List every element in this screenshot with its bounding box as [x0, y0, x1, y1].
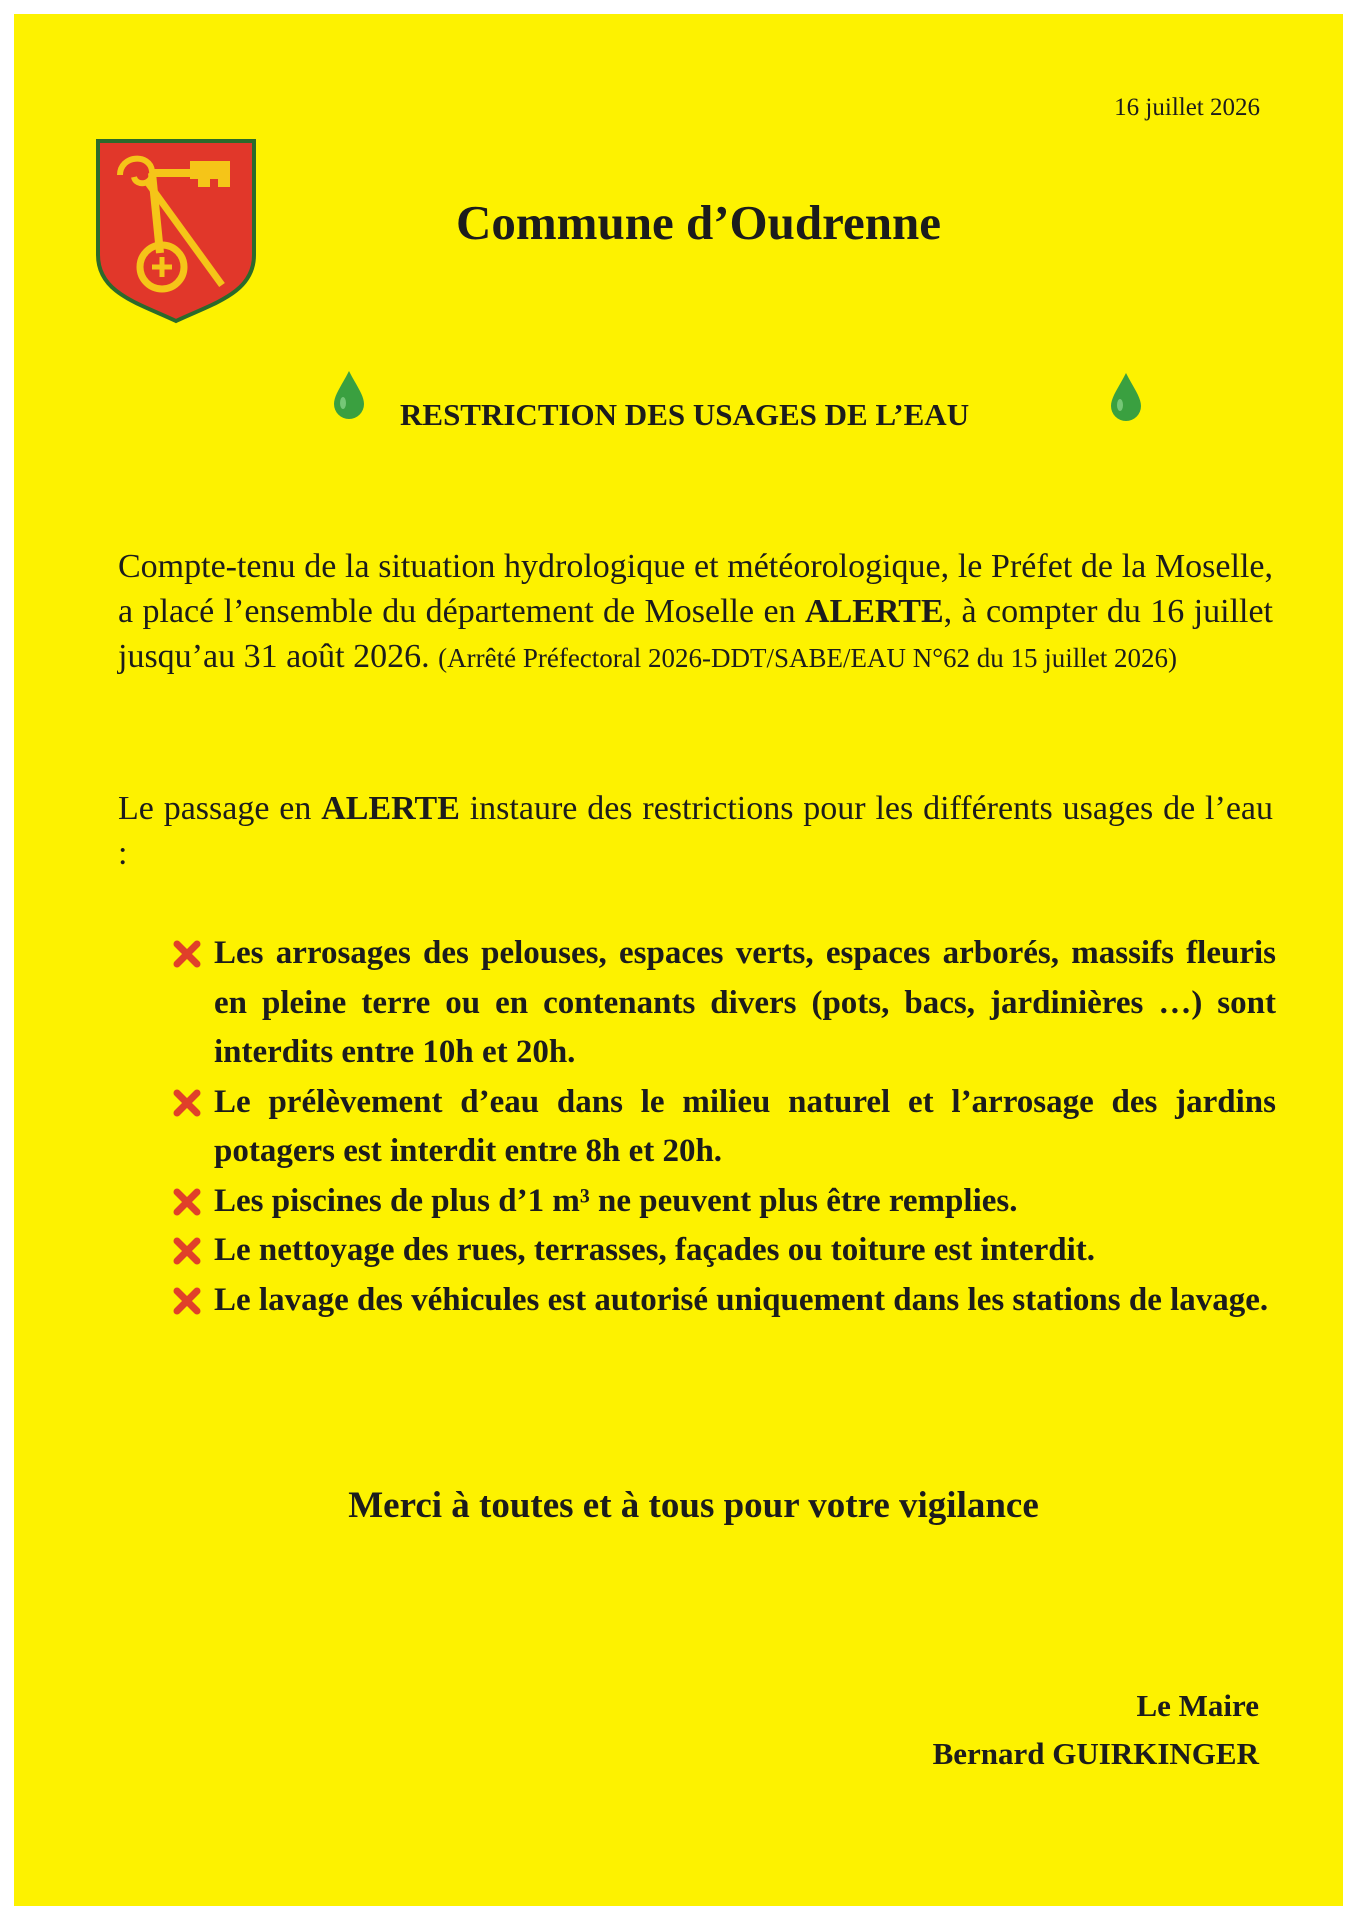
- restriction-text: Le lavage des véhicules est autorisé uniquement dans les stations de lavage.: [214, 1281, 1269, 1318]
- commune-title: Commune d’Oudrenne: [455, 195, 942, 250]
- intro-paragraph: [118, 544, 1273, 680]
- notice-page: [14, 14, 1343, 1906]
- intro-dates: , à compter du 16 juillet jusqu’au 31 août 2026.: [118, 593, 1274, 676]
- passage-paragraph: [118, 786, 1273, 876]
- red-cross-icon: [172, 1236, 202, 1266]
- prefectoral-reference: (Arrêté Préfectoral 2026-DDT/SABE/EAU N°62 du 15 juillet 2026): [438, 643, 1178, 674]
- passage-text: Le passage en: [118, 790, 322, 827]
- water-drop-icon: [1109, 371, 1143, 421]
- list-item: [166, 1276, 1276, 1326]
- red-cross-icon: [172, 1286, 202, 1316]
- heading-row: [332, 369, 1142, 439]
- closing-message: Merci à toutes et à tous pour votre vigilance: [348, 1485, 1039, 1526]
- red-cross-icon: [172, 1088, 202, 1118]
- red-cross-icon: [172, 939, 202, 969]
- restriction-text: Le nettoyage des rues, terrasses, façades ou toiture est interdit.: [214, 1232, 1096, 1268]
- restriction-heading: RESTRICTION DES USAGES DE L’EAU: [400, 397, 970, 432]
- signature-title: Le Maire: [1136, 1688, 1259, 1723]
- intro-text: Compte-tenu de la situation hydrologique et météorologique, le Préfet de la Moselle, a placé l’ensemble du département de Moselle en: [118, 548, 1273, 631]
- alert-keyword: ALERTE: [321, 790, 460, 827]
- passage-text-end: instaure des restrictions pour les différents usages de l’eau :: [118, 790, 1273, 873]
- signature-block: [933, 1682, 1259, 1778]
- restrictions-list: [166, 929, 1276, 1325]
- restriction-text: Les arrosages des pelouses, espaces verts, espaces arborés, massifs fleuris en pleine terre ou en contenants divers (pots, bacs, jardinières …) sont interdits entre 10h et 20h.: [214, 935, 1276, 1070]
- list-item: [166, 1226, 1276, 1276]
- restriction-text: Le prélèvement d’eau dans le milieu naturel et l’arrosage des jardins potagers est interdit entre 8h et 20h.: [214, 1083, 1276, 1169]
- red-cross-icon: [172, 1187, 202, 1217]
- restriction-text: Les piscines de plus d’1 m³ ne peuvent plus être remplies.: [214, 1182, 1018, 1219]
- alert-keyword: ALERTE: [805, 593, 944, 631]
- list-item: [166, 929, 1276, 1078]
- water-drop-icon: [332, 369, 366, 419]
- list-item: [166, 1177, 1276, 1227]
- list-item: [166, 1078, 1276, 1177]
- notice-date: 16 juillet 2026: [1114, 94, 1260, 121]
- signature-name: Bernard GUIRKINGER: [932, 1736, 1259, 1772]
